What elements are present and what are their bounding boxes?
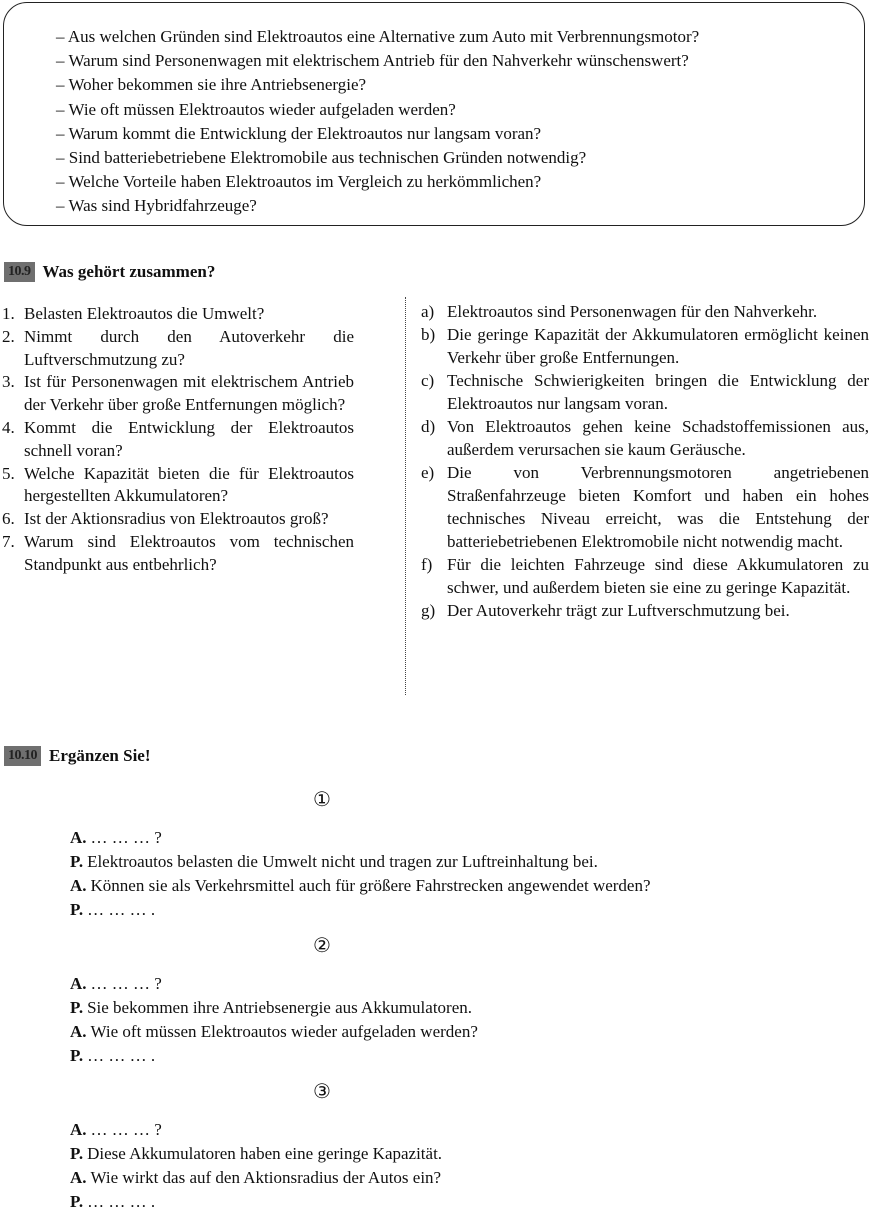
speaker: A.	[70, 828, 87, 847]
line-text: … … … ?	[90, 974, 162, 993]
question-text: Nimmt durch den Autoverkehr die Luftverschmutzung zu?	[24, 326, 354, 369]
exercise-9-header	[4, 262, 215, 282]
dialog-2	[70, 972, 478, 1068]
speaker: P.	[70, 998, 84, 1017]
exercise-10-number-badge: 10.10	[4, 746, 41, 766]
speaker: P.	[70, 1046, 84, 1065]
speaker: P.	[70, 900, 84, 919]
dialog-line	[70, 826, 651, 850]
answer-letter: f)	[421, 555, 433, 574]
matching-answer	[421, 461, 869, 553]
line-text: … … … ?	[90, 828, 162, 847]
answer-letter: e)	[421, 463, 435, 482]
questions-list	[56, 25, 699, 219]
dialog-line	[70, 972, 478, 996]
question-number: 4.	[2, 417, 15, 437]
dialog-2-number: ②	[313, 935, 331, 957]
answer-letter: b)	[421, 325, 436, 344]
line-text: … … … .	[87, 1192, 156, 1211]
question-text: Ist für Personenwagen mit elektrischem Antrieb der Verkehr über große Entfernungen möglich?	[24, 372, 354, 415]
question-number: 2.	[2, 326, 15, 346]
questions-box	[3, 2, 865, 226]
answer-text: Der Autoverkehr trägt zur Luftverschmutzung bei.	[447, 601, 790, 620]
line-text: … … … .	[87, 1046, 156, 1065]
speaker: A.	[70, 974, 87, 993]
answer-letter: d)	[421, 417, 436, 436]
line-text: Sie bekommen ihre Antriebsenergie aus Akkumulatoren.	[87, 998, 473, 1017]
question-text: Ist der Aktionsradius von Elektroautos groß?	[24, 509, 329, 529]
question-text: Kommt die Entwicklung der Elektroautos schnell voran?	[24, 417, 354, 460]
matching-question	[2, 508, 354, 531]
dialog-1	[70, 826, 651, 922]
question-item: – Was sind Hybridfahrzeuge?	[56, 194, 699, 218]
dialog-line	[70, 1118, 442, 1142]
matching-question	[2, 417, 354, 463]
answer-letter: a)	[421, 302, 435, 321]
question-item: – Welche Vorteile haben Elektroautos im Vergleich zu herkömmlichen?	[56, 170, 699, 194]
answer-text: Von Elektroautos gehen keine Schadstoffemissionen aus, außerdem verursachen sie kaum Geräusche.	[447, 417, 869, 459]
exercise-10-title: Ergänzen Sie!	[49, 746, 151, 765]
matching-answer	[421, 300, 869, 323]
dialog-line	[70, 1142, 442, 1166]
dialog-line	[70, 996, 478, 1020]
speaker: P.	[70, 1144, 84, 1163]
speaker: A.	[70, 1168, 87, 1187]
matching-answer	[421, 323, 869, 369]
matching-answer	[421, 415, 869, 461]
dialog-3	[70, 1118, 442, 1214]
speaker: P.	[70, 852, 84, 871]
line-text: … … … .	[87, 900, 156, 919]
dialog-line	[70, 850, 651, 874]
column-divider	[405, 297, 406, 695]
dialog-line	[70, 1020, 478, 1044]
line-text: Können sie als Verkehrsmittel auch für größere Fahrstrecken angewendet werden?	[90, 876, 651, 895]
line-text: Elektroautos belasten die Umwelt nicht und tragen zur Luftreinhaltung bei.	[87, 852, 598, 871]
speaker: P.	[70, 1192, 84, 1211]
speaker: A.	[70, 876, 87, 895]
exercise-9-title: Was gehört zusammen?	[42, 262, 216, 281]
matching-question	[2, 326, 354, 372]
matching-answer	[421, 599, 869, 622]
answer-text: Elektroautos sind Personenwagen für den Nahverkehr.	[447, 302, 818, 321]
matching-answer	[421, 553, 869, 599]
question-number: 6.	[2, 509, 15, 529]
question-number: 5.	[2, 463, 15, 483]
dialog-line	[70, 1190, 442, 1214]
line-text: Diese Akkumulatoren haben eine geringe Kapazität.	[87, 1144, 443, 1163]
speaker: A.	[70, 1120, 87, 1139]
dialog-line	[70, 898, 651, 922]
answer-letter: g)	[421, 601, 436, 620]
matching-questions	[2, 303, 354, 577]
question-item: – Sind batteriebetriebene Elektromobile aus technischen Gründen notwendig?	[56, 146, 699, 170]
answer-text: Die geringe Kapazität der Akkumulatoren ermöglicht keinen Verkehr über große Entfernungen.	[447, 325, 869, 367]
matching-question	[2, 303, 354, 326]
question-item: – Warum kommt die Entwicklung der Elektroautos nur langsam voran?	[56, 122, 699, 146]
dialog-line	[70, 1044, 478, 1068]
question-number: 1.	[2, 304, 15, 323]
matching-answers	[421, 300, 869, 622]
question-item: – Aus welchen Gründen sind Elektroautos eine Alternative zum Auto mit Verbrennungsmotor?	[56, 25, 699, 49]
question-number: 7.	[2, 531, 15, 551]
line-text: … … … ?	[90, 1120, 162, 1139]
question-item: – Warum sind Personenwagen mit elektrischem Antrieb für den Nahverkehr wünschenswert?	[56, 49, 699, 73]
matching-question	[2, 371, 354, 417]
question-text: Belasten Elektroautos die Umwelt?	[24, 304, 265, 323]
question-item: – Wie oft müssen Elektroautos wieder aufgeladen werden?	[56, 98, 699, 122]
answer-text: Für die leichten Fahrzeuge sind diese Akkumulatoren zu schwer, und außerdem bieten sie eine zu geringe Kapazität.	[447, 555, 869, 597]
exercise-10-header	[4, 746, 151, 766]
question-text: Welche Kapazität bieten die für Elektroautos hergestellten Akkumulatoren?	[24, 463, 354, 506]
matching-question	[2, 531, 354, 577]
dialog-3-number: ③	[313, 1081, 331, 1103]
answer-letter: c)	[421, 371, 435, 390]
dialog-line	[70, 874, 651, 898]
question-item: – Woher bekommen sie ihre Antriebsenergie?	[56, 73, 699, 97]
matching-question	[2, 463, 354, 509]
line-text: Wie wirkt das auf den Aktionsradius der Autos ein?	[90, 1168, 442, 1187]
question-number: 3.	[2, 372, 15, 392]
line-text: Wie oft müssen Elektroautos wieder aufgeladen werden?	[90, 1022, 478, 1041]
dialog-line	[70, 1166, 442, 1190]
answer-text: Die von Verbrennungsmotoren angetriebenen Straßenfahrzeuge bieten Komfort und haben ein hohes technisches Niveau erreicht, was die Entstehung der batteriebetriebenen Elektromobile nicht notwendig macht.	[447, 463, 869, 551]
matching-answer	[421, 369, 869, 415]
exercise-9-number-badge: 10.9	[4, 262, 35, 282]
speaker: A.	[70, 1022, 87, 1041]
question-text: Warum sind Elektroautos vom technischen Standpunkt aus entbehrlich?	[24, 531, 354, 574]
dialog-1-number: ①	[313, 789, 331, 811]
answer-text: Technische Schwierigkeiten bringen die Entwicklung der Elektroautos nur langsam voran.	[447, 371, 869, 413]
